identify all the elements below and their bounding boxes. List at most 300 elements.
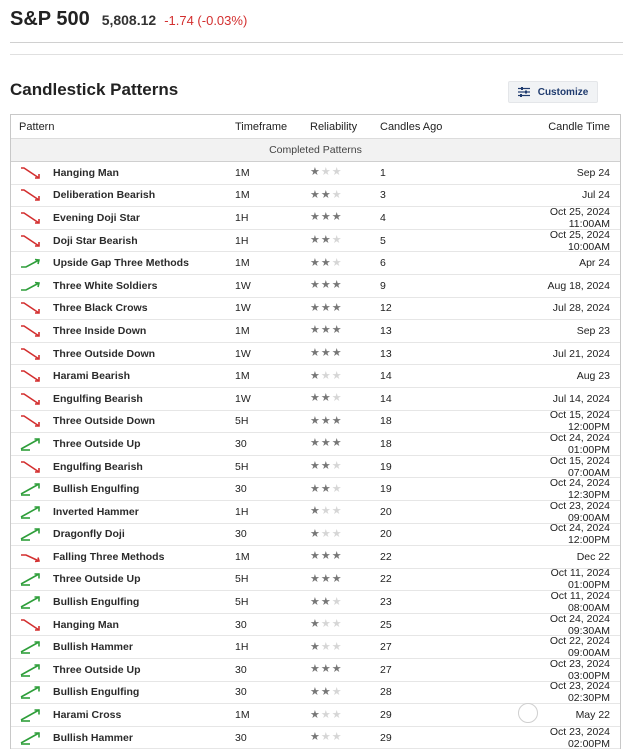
pattern-name[interactable]: Bullish Hammer (53, 731, 133, 744)
table-row[interactable] (11, 659, 620, 682)
timeframe-cell: 1H (235, 211, 249, 224)
reliability-cell (310, 235, 380, 246)
pattern-name[interactable]: Falling Three Methods (53, 550, 165, 563)
reliability-cell (310, 371, 380, 382)
reliability-cell (310, 619, 380, 630)
bearish-arrow-icon (19, 347, 41, 361)
candle-time-cell: Oct 24, 2024 01:00PM (549, 431, 610, 456)
pattern-cell (11, 437, 235, 451)
reliability-star-icon: ★ (310, 211, 320, 224)
pattern-name[interactable]: Inverted Hammer (53, 505, 139, 518)
timeframe-cell: 30 (235, 686, 247, 699)
reliability-star-icon: ★ (320, 211, 331, 224)
table-body (11, 162, 620, 749)
divider (10, 42, 623, 43)
reliability-cell (310, 212, 380, 223)
reliability-star-icon: ★ (331, 211, 342, 224)
candle-time-cell: Oct 23, 2024 02:30PM (549, 680, 610, 705)
reliability-star-icon: ★ (310, 708, 320, 721)
table-row[interactable] (11, 411, 620, 434)
candles-ago-cell: 3 (380, 189, 386, 202)
reliability-star-icon: ★ (320, 595, 331, 608)
pattern-name[interactable]: Doji Star Bearish (53, 234, 138, 247)
candles-ago-cell: 13 (380, 347, 392, 360)
reliability-star-icon: ★ (331, 595, 342, 608)
timeframe-cell: 1H (235, 505, 249, 518)
bullish-flat-arrow-icon (19, 256, 41, 270)
table-row[interactable] (11, 546, 620, 569)
reliability-star-icon: ★ (320, 279, 331, 292)
reliability-stars (310, 551, 380, 562)
reliability-star-icon: ★ (331, 369, 342, 382)
reliability-star-icon: ★ (320, 347, 331, 360)
timeframe-cell: 1M (235, 189, 250, 202)
pattern-cell (11, 527, 235, 541)
candles-ago-cell: 6 (380, 257, 386, 270)
table-row[interactable] (11, 478, 620, 501)
reliability-star-icon: ★ (331, 234, 342, 247)
pattern-name[interactable]: Harami Bearish (53, 370, 131, 383)
pattern-cell (11, 279, 235, 293)
candle-time-cell: Oct 11, 2024 01:00PM (550, 567, 610, 592)
reliability-star-icon: ★ (310, 301, 320, 314)
candles-ago-cell: 28 (380, 686, 392, 699)
reliability-cell (310, 393, 380, 404)
timeframe-cell: 1M (235, 166, 250, 179)
reliability-star-icon: ★ (320, 188, 331, 201)
pattern-name[interactable]: Deliberation Bearish (53, 189, 156, 202)
pattern-cell (11, 595, 235, 609)
reliability-stars (310, 710, 380, 721)
reliability-cell (310, 167, 380, 178)
candle-time-cell: Oct 25, 2024 11:00AM (549, 205, 610, 230)
pattern-cell (11, 211, 235, 225)
candle-time-cell: Oct 11, 2024 08:00AM (550, 590, 610, 615)
column-header-candles-ago[interactable]: Candles Ago (380, 120, 443, 133)
candles-ago-cell: 18 (380, 437, 392, 450)
candles-ago-cell: 20 (380, 528, 392, 541)
reliability-star-icon: ★ (320, 414, 331, 427)
reliability-stars (310, 235, 380, 246)
reliability-star-icon: ★ (331, 527, 342, 540)
bullish-arrow-icon (19, 527, 41, 541)
reliability-star-icon: ★ (320, 731, 331, 744)
pattern-cell (11, 369, 235, 383)
bearish-arrow-icon (19, 369, 41, 383)
candle-time-cell: Sep 24 (576, 166, 610, 179)
pattern-cell (11, 234, 235, 248)
reliability-star-icon: ★ (310, 324, 320, 337)
bearish-arrow-icon (19, 324, 41, 338)
pattern-cell (11, 301, 235, 315)
reliability-stars (310, 258, 380, 269)
reliability-star-icon: ★ (310, 550, 320, 563)
bullish-arrow-icon (19, 437, 41, 451)
candle-time-cell: Oct 23, 2024 03:00PM (549, 657, 610, 682)
column-header-timeframe[interactable]: Timeframe (235, 120, 288, 133)
table-row[interactable] (11, 162, 620, 185)
table-row[interactable] (11, 275, 620, 298)
reliability-star-icon: ★ (310, 572, 320, 585)
timeframe-cell: 5H (235, 415, 249, 428)
reliability-star-icon: ★ (331, 550, 342, 563)
reliability-star-icon: ★ (331, 414, 342, 427)
table-row[interactable] (11, 501, 620, 524)
candle-time-cell: Apr 24 (579, 257, 610, 270)
candles-ago-cell: 25 (380, 618, 392, 631)
bullish-flat-arrow-icon (19, 279, 41, 293)
reliability-cell (310, 597, 380, 608)
timeframe-cell: 30 (235, 437, 247, 450)
reliability-cell (310, 710, 380, 721)
pattern-name[interactable]: Three Outside Up (53, 573, 141, 586)
reliability-star-icon: ★ (331, 640, 342, 653)
candles-ago-cell: 9 (380, 279, 386, 292)
reliability-star-icon: ★ (331, 324, 342, 337)
timeframe-cell: 30 (235, 528, 247, 541)
reliability-star-icon: ★ (310, 166, 320, 179)
bearish-arrow-icon (19, 460, 41, 474)
table-header (11, 115, 620, 139)
candle-time-cell: Jul 24 (581, 189, 610, 202)
bullish-arrow-icon (19, 731, 41, 745)
reliability-star-icon: ★ (310, 279, 320, 292)
candle-time-cell: Oct 24, 2024 12:00PM (549, 522, 610, 547)
candle-time-cell: Oct 22, 2024 09:00AM (549, 635, 610, 660)
reliability-star-icon: ★ (331, 731, 342, 744)
table-row[interactable] (11, 252, 620, 275)
customize-button[interactable] (508, 81, 598, 103)
pattern-cell (11, 256, 235, 270)
bullish-arrow-icon (19, 595, 41, 609)
reliability-stars (310, 574, 380, 585)
reliability-stars (310, 280, 380, 291)
price-change: -1.74 (-0.03%) (164, 13, 248, 28)
pattern-cell (11, 392, 235, 406)
reliability-cell (310, 461, 380, 472)
reliability-star-icon: ★ (320, 572, 331, 585)
pattern-cell (11, 731, 235, 745)
reliability-star-icon: ★ (331, 708, 342, 721)
candles-ago-cell: 1 (380, 166, 386, 179)
pattern-name[interactable]: Harami Cross (53, 709, 122, 722)
candle-time-cell: Aug 18, 2024 (547, 279, 610, 292)
reliability-star-icon: ★ (320, 505, 331, 518)
reliability-star-icon: ★ (320, 550, 331, 563)
timeframe-cell: 1M (235, 324, 250, 337)
bearish-arrow-icon (19, 211, 41, 225)
candle-time-cell: Jul 14, 2024 (552, 392, 610, 405)
reliability-star-icon: ★ (331, 188, 342, 201)
reliability-star-icon: ★ (310, 731, 320, 744)
reliability-star-icon: ★ (320, 234, 331, 247)
pattern-name[interactable]: Three Outside Down (53, 347, 156, 360)
reliability-star-icon: ★ (320, 708, 331, 721)
candle-time-cell: Oct 24, 2024 12:30PM (549, 477, 610, 502)
reliability-star-icon: ★ (310, 188, 320, 201)
candles-ago-cell: 13 (380, 324, 392, 337)
patterns-table (10, 114, 621, 749)
bearish-arrow-icon (19, 301, 41, 315)
column-header-candle-time[interactable]: Candle Time (548, 120, 610, 133)
candles-ago-cell: 22 (380, 550, 392, 563)
table-row[interactable] (11, 230, 620, 253)
reliability-star-icon: ★ (331, 572, 342, 585)
reliability-star-icon: ★ (320, 256, 331, 269)
table-row[interactable] (11, 524, 620, 547)
reliability-stars (310, 438, 380, 449)
pattern-cell (11, 708, 235, 722)
candles-ago-cell: 12 (380, 302, 392, 315)
bearish-arrow-icon (19, 188, 41, 202)
pattern-name[interactable]: Dragonfly Doji (53, 528, 125, 541)
table-row[interactable] (11, 727, 620, 750)
pattern-name[interactable]: Bullish Engulfing (53, 483, 140, 496)
timeframe-cell: 30 (235, 663, 247, 676)
reliability-star-icon: ★ (310, 595, 320, 608)
candle-time-cell: Dec 22 (576, 550, 610, 563)
timeframe-cell: 1M (235, 550, 250, 563)
reliability-star-icon: ★ (320, 369, 331, 382)
reliability-cell (310, 574, 380, 585)
reliability-stars (310, 393, 380, 404)
last-price: 5,808.12 (101, 12, 157, 28)
candles-ago-cell: 29 (380, 709, 392, 722)
table-row[interactable] (11, 636, 620, 659)
timeframe-cell: 5H (235, 573, 249, 586)
sliders-icon (518, 87, 530, 97)
reliability-cell (310, 190, 380, 201)
pattern-cell (11, 505, 235, 519)
timeframe-cell: 1W (235, 347, 251, 360)
candle-time-cell: May 22 (575, 709, 610, 722)
reliability-star-icon: ★ (320, 663, 331, 676)
reliability-cell (310, 303, 380, 314)
timeframe-cell: 1M (235, 709, 250, 722)
ticker-name: S&P 500 (10, 8, 90, 30)
reliability-stars (310, 506, 380, 517)
reliability-stars (310, 348, 380, 359)
reliability-cell (310, 551, 380, 562)
reliability-stars (310, 303, 380, 314)
bullish-arrow-icon (19, 505, 41, 519)
candles-ago-cell: 14 (380, 370, 392, 383)
candles-ago-cell: 14 (380, 392, 392, 405)
reliability-star-icon: ★ (310, 460, 320, 473)
timeframe-cell: 30 (235, 731, 247, 744)
reliability-star-icon: ★ (310, 685, 320, 698)
pattern-name[interactable]: Three Outside Down (53, 415, 156, 428)
reliability-stars (310, 167, 380, 178)
column-header-reliability[interactable]: Reliability (310, 120, 358, 133)
reliability-cell (310, 664, 380, 675)
reliability-cell (310, 325, 380, 336)
candle-time-cell: Aug 23 (576, 370, 610, 383)
customize-label: Customize (537, 86, 589, 98)
table-row[interactable] (11, 704, 620, 727)
reliability-star-icon: ★ (310, 437, 320, 450)
timeframe-cell: 30 (235, 618, 247, 631)
reliability-star-icon: ★ (331, 437, 342, 450)
reliability-star-icon: ★ (320, 392, 331, 405)
timeframe-cell: 5H (235, 460, 249, 473)
bullish-arrow-icon (19, 685, 41, 699)
table-row[interactable] (11, 569, 620, 592)
pattern-cell (11, 663, 235, 677)
reliability-star-icon: ★ (331, 663, 342, 676)
timeframe-cell: 1W (235, 302, 251, 315)
pattern-cell (11, 324, 235, 338)
candle-time-cell: Oct 25, 2024 10:00AM (549, 228, 610, 253)
table-row[interactable] (11, 591, 620, 614)
section-title: Candlestick Patterns (10, 80, 179, 99)
pattern-cell (11, 550, 235, 564)
reliability-stars (310, 619, 380, 630)
reliability-star-icon: ★ (310, 256, 320, 269)
reliability-star-icon: ★ (310, 482, 320, 495)
pattern-cell (11, 460, 235, 474)
pattern-cell (11, 166, 235, 180)
reliability-star-icon: ★ (331, 392, 342, 405)
reliability-stars (310, 212, 380, 223)
pattern-cell (11, 685, 235, 699)
reliability-star-icon: ★ (331, 505, 342, 518)
reliability-cell (310, 258, 380, 269)
candles-ago-cell: 29 (380, 731, 392, 744)
candles-ago-cell: 19 (380, 483, 392, 496)
pattern-cell (11, 188, 235, 202)
pattern-name[interactable]: Hanging Man (53, 618, 119, 631)
pattern-name[interactable]: Three Outside Up (53, 437, 141, 450)
reliability-stars (310, 687, 380, 698)
candles-ago-cell: 5 (380, 234, 386, 247)
reliability-stars (310, 529, 380, 540)
reliability-star-icon: ★ (331, 460, 342, 473)
pattern-name[interactable]: Three Outside Up (53, 663, 141, 676)
reliability-star-icon: ★ (320, 482, 331, 495)
reliability-star-icon: ★ (310, 369, 320, 382)
reliability-star-icon: ★ (331, 279, 342, 292)
bearish-flat-arrow-icon (19, 550, 41, 564)
reliability-star-icon: ★ (320, 618, 331, 631)
pattern-name[interactable]: Engulfing Bearish (53, 392, 143, 405)
pattern-cell (11, 482, 235, 496)
bearish-arrow-icon (19, 414, 41, 428)
candles-ago-cell: 18 (380, 415, 392, 428)
candle-time-cell: Oct 23, 2024 09:00AM (549, 499, 610, 524)
table-row[interactable] (11, 433, 620, 456)
pattern-name[interactable]: Upside Gap Three Methods (53, 257, 189, 270)
table-row[interactable] (11, 298, 620, 321)
candles-ago-cell: 22 (380, 573, 392, 586)
timeframe-cell: 5H (235, 596, 249, 609)
pattern-name[interactable]: Bullish Engulfing (53, 686, 140, 699)
pattern-cell (11, 347, 235, 361)
table-row[interactable] (11, 365, 620, 388)
reliability-star-icon: ★ (310, 618, 320, 631)
bullish-arrow-icon (19, 640, 41, 654)
table-row[interactable] (11, 682, 620, 705)
timeframe-cell: 1W (235, 392, 251, 405)
reliability-star-icon: ★ (310, 527, 320, 540)
pattern-name[interactable]: Bullish Hammer (53, 641, 133, 654)
candles-ago-cell: 19 (380, 460, 392, 473)
bearish-arrow-icon (19, 618, 41, 632)
reliability-stars (310, 325, 380, 336)
bearish-arrow-icon (19, 392, 41, 406)
reliability-cell (310, 732, 380, 743)
candle-time-cell: Jul 28, 2024 (552, 302, 610, 315)
pattern-cell (11, 414, 235, 428)
reliability-cell (310, 529, 380, 540)
pattern-cell (11, 640, 235, 654)
pattern-name[interactable]: Evening Doji Star (53, 211, 140, 224)
timeframe-cell: 1M (235, 370, 250, 383)
timeframe-cell: 1M (235, 257, 250, 270)
table-row[interactable] (11, 320, 620, 343)
reliability-cell (310, 687, 380, 698)
reliability-star-icon: ★ (310, 414, 320, 427)
pattern-cell (11, 618, 235, 632)
candles-ago-cell: 4 (380, 211, 386, 224)
group-header-completed: Completed Patterns (11, 139, 620, 162)
table-row[interactable] (11, 185, 620, 208)
reliability-star-icon: ★ (310, 347, 320, 360)
timeframe-cell: 30 (235, 483, 247, 496)
reliability-star-icon: ★ (320, 166, 331, 179)
reliability-stars (310, 484, 380, 495)
reliability-cell (310, 438, 380, 449)
table-row[interactable] (11, 614, 620, 637)
reliability-star-icon: ★ (331, 685, 342, 698)
table-row[interactable] (11, 456, 620, 479)
column-header-pattern[interactable]: Pattern (19, 120, 55, 133)
reliability-stars (310, 642, 380, 653)
reliability-stars (310, 416, 380, 427)
pattern-name[interactable]: Three Black Crows (53, 302, 148, 315)
reliability-star-icon: ★ (331, 482, 342, 495)
reliability-star-icon: ★ (310, 640, 320, 653)
reliability-star-icon: ★ (331, 301, 342, 314)
reliability-stars (310, 597, 380, 608)
table-row[interactable] (11, 207, 620, 230)
candles-ago-cell: 27 (380, 663, 392, 676)
table-row[interactable] (11, 343, 620, 366)
reliability-star-icon: ★ (310, 663, 320, 676)
pattern-name[interactable]: Bullish Engulfing (53, 596, 140, 609)
reliability-star-icon: ★ (310, 392, 320, 405)
bullish-arrow-icon (19, 482, 41, 496)
reliability-stars (310, 461, 380, 472)
reliability-stars (310, 190, 380, 201)
divider (10, 54, 623, 55)
pattern-name[interactable]: Three White Soldiers (53, 279, 158, 292)
table-row[interactable] (11, 388, 620, 411)
quote-header (10, 8, 247, 36)
reliability-star-icon: ★ (320, 301, 331, 314)
reliability-star-icon: ★ (320, 437, 331, 450)
pattern-name[interactable]: Hanging Man (53, 166, 119, 179)
timeframe-cell: 1H (235, 234, 249, 247)
reliability-stars (310, 732, 380, 743)
candles-ago-cell: 23 (380, 596, 392, 609)
pattern-name[interactable]: Engulfing Bearish (53, 460, 143, 473)
reliability-cell (310, 642, 380, 653)
timeframe-cell: 1W (235, 279, 251, 292)
reliability-cell (310, 506, 380, 517)
candle-time-cell: Jul 21, 2024 (552, 347, 610, 360)
pattern-name[interactable]: Three Inside Down (53, 324, 147, 337)
